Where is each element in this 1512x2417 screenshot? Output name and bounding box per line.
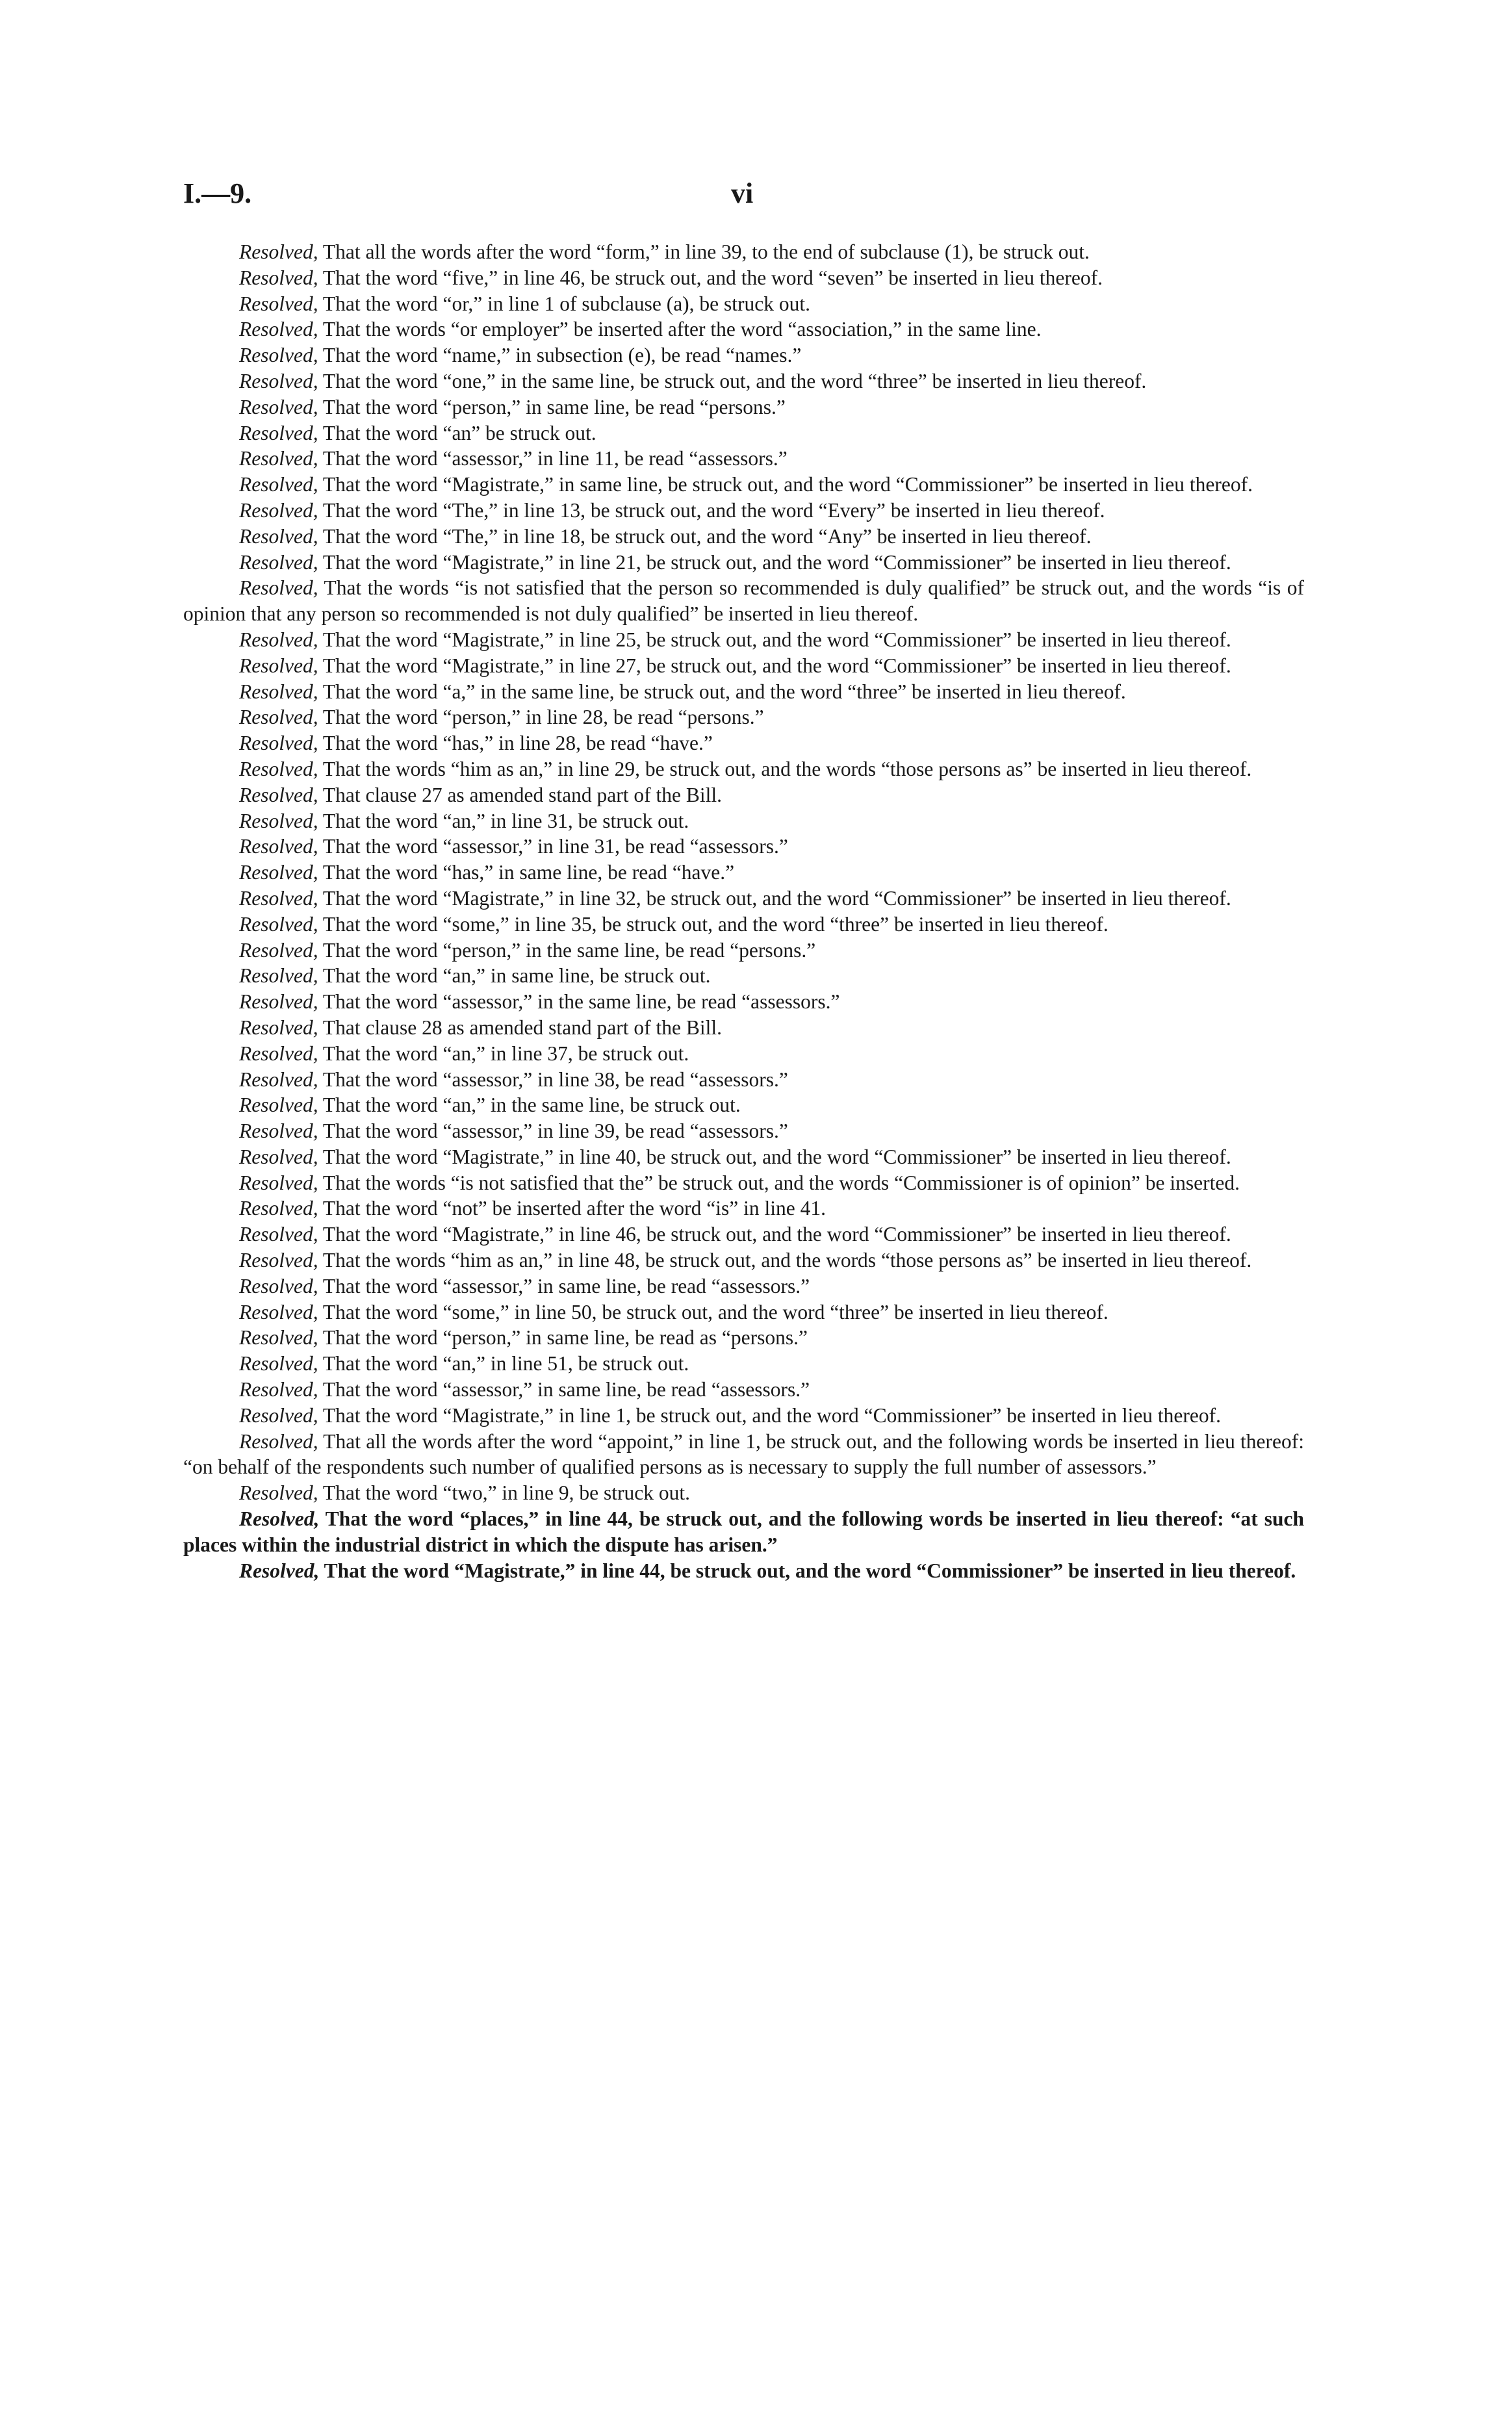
resolution-text: That the word “has,” in same line, be read “have.”	[322, 861, 735, 884]
resolution-paragraph	[183, 679, 1304, 705]
resolution-paragraph	[183, 989, 1304, 1015]
resolution-paragraph	[183, 420, 1304, 446]
resolution-text: That the word “person,” in the same line, be read “persons.”	[322, 938, 816, 962]
resolved-keyword: Resolved,	[239, 1042, 318, 1065]
resolution-text: That all the words after the word “form,” in line 39, to the end of subclause (1), be struck out.	[322, 240, 1090, 263]
resolution-paragraph	[183, 782, 1304, 808]
resolution-text: That the word “person,” in same line, be read as “persons.”	[322, 1326, 808, 1349]
resolution-paragraph	[183, 912, 1304, 938]
resolved-keyword: Resolved,	[239, 524, 318, 548]
resolved-keyword: Resolved,	[239, 861, 318, 884]
resolved-keyword: Resolved,	[239, 1171, 318, 1194]
resolved-keyword: Resolved,	[239, 732, 318, 755]
resolved-keyword: Resolved,	[239, 990, 318, 1014]
resolved-keyword: Resolved,	[239, 938, 318, 962]
resolution-text: That the word “person,” in same line, be read “persons.”	[322, 395, 786, 418]
resolution-paragraph	[183, 1558, 1304, 1584]
resolution-paragraph	[183, 834, 1304, 860]
resolved-keyword: Resolved,	[239, 654, 318, 677]
resolved-keyword: Resolved,	[239, 706, 318, 729]
page-number: vi	[731, 177, 754, 209]
resolution-paragraph	[183, 342, 1304, 368]
resolution-paragraph	[183, 653, 1304, 679]
resolved-keyword: Resolved,	[239, 395, 318, 418]
resolved-keyword: Resolved,	[239, 292, 318, 315]
resolved-keyword: Resolved,	[239, 473, 318, 496]
resolution-paragraph	[183, 730, 1304, 756]
resolved-keyword: Resolved,	[239, 1403, 318, 1427]
resolution-paragraph	[183, 1429, 1304, 1481]
resolution-paragraph	[183, 756, 1304, 782]
resolved-keyword: Resolved,	[239, 783, 318, 806]
resolution-text: That the word “Magistrate,” in line 40, be struck out, and the word “Commissioner” be inserted in lieu thereof.	[322, 1145, 1231, 1168]
resolution-text: That the word “name,” in subsection (e), be read “names.”	[322, 344, 802, 367]
resolution-text: That the word “person,” in line 28, be read “persons.”	[322, 706, 764, 729]
resolution-paragraph	[183, 1247, 1304, 1273]
resolution-paragraph	[183, 524, 1304, 550]
resolutions-list	[183, 239, 1304, 1583]
resolved-keyword: Resolved,	[239, 1326, 318, 1349]
resolved-keyword: Resolved,	[239, 835, 318, 858]
resolution-text: That the word “Magistrate,” in line 25, be struck out, and the word “Commissioner” be inserted in lieu thereof.	[322, 628, 1231, 651]
resolution-paragraph	[183, 886, 1304, 912]
resolution-text: That the word “not” be inserted after the word “is” in line 41.	[322, 1197, 826, 1220]
resolution-text: That the word “Magistrate,” in line 21, be struck out, and the word “Commissioner” be inserted in lieu thereof.	[322, 550, 1231, 574]
resolution-text: That the words “him as an,” in line 48, be struck out, and the words “those persons as” be inserted in lieu thereof.	[322, 1249, 1252, 1272]
resolution-paragraph	[183, 704, 1304, 730]
resolution-paragraph	[183, 1067, 1304, 1093]
resolution-paragraph	[183, 1041, 1304, 1067]
resolution-text: That the word “assessor,” in line 39, be read “assessors.”	[322, 1119, 788, 1143]
resolved-keyword: Resolved,	[239, 240, 318, 263]
resolution-text: That the word “assessor,” in line 31, be read “assessors.”	[322, 835, 788, 858]
resolution-text: That the word “a,” in the same line, be struck out, and the word “three” be inserted in lieu thereof.	[322, 680, 1126, 703]
resolved-keyword: Resolved,	[239, 680, 318, 703]
resolution-text: That the word “an,” in line 37, be struck out.	[322, 1042, 689, 1065]
resolution-paragraph	[183, 1092, 1304, 1118]
resolution-paragraph	[183, 860, 1304, 886]
resolved-keyword: Resolved,	[239, 1016, 318, 1039]
resolved-keyword: Resolved,	[239, 809, 318, 832]
resolved-keyword: Resolved,	[239, 1481, 318, 1505]
resolution-paragraph	[183, 1273, 1304, 1299]
resolution-text: That the words “is not satisfied that the” be struck out, and the words “Commissioner is of opinion” be inserted.	[322, 1171, 1240, 1194]
resolution-paragraph	[183, 1480, 1304, 1506]
resolution-text: That the word “Magistrate,” in line 46, be struck out, and the word “Commissioner” be inserted in lieu thereof.	[322, 1223, 1231, 1246]
resolved-keyword: Resolved,	[239, 1197, 318, 1220]
resolution-paragraph	[183, 1221, 1304, 1247]
resolution-paragraph	[183, 1325, 1304, 1351]
resolution-paragraph	[183, 1299, 1304, 1325]
resolution-text: That the word “an,” in line 51, be struck out.	[322, 1352, 689, 1375]
resolution-text: That the word “five,” in line 46, be struck out, and the word “seven” be inserted in lieu thereof.	[322, 266, 1103, 289]
resolution-paragraph	[183, 550, 1304, 576]
resolution-text: That the word “two,” in line 9, be struck out.	[322, 1481, 690, 1505]
resolution-text: That the word “an” be struck out.	[322, 421, 596, 444]
resolution-paragraph	[183, 1196, 1304, 1221]
resolution-paragraph	[183, 316, 1304, 342]
resolved-keyword: Resolved,	[239, 318, 318, 341]
resolution-paragraph	[183, 1144, 1304, 1170]
resolved-keyword: Resolved,	[239, 369, 318, 392]
resolution-paragraph	[183, 627, 1304, 653]
resolved-keyword: Resolved,	[239, 498, 318, 522]
resolved-keyword: Resolved,	[239, 1507, 320, 1531]
resolution-text: That the word “one,” in the same line, be struck out, and the word “three” be inserted in lieu thereof.	[322, 369, 1147, 392]
resolved-keyword: Resolved,	[239, 757, 318, 780]
resolution-text: That clause 28 as amended stand part of the Bill.	[322, 1016, 722, 1039]
resolution-text: That the word “places,” in line 44, be struck out, and the following words be inserted in lieu thereof: “at such places within the industrial district in which the dispute has arisen.”	[183, 1507, 1304, 1556]
resolution-text: That the word “The,” in line 18, be struck out, and the word “Any” be inserted in lieu thereof.	[322, 524, 1092, 548]
resolution-paragraph	[183, 291, 1304, 317]
resolved-keyword: Resolved,	[239, 1119, 318, 1143]
resolution-text: That the word “Magistrate,” in same line, be struck out, and the word “Commissioner” be inserted in lieu thereof.	[322, 473, 1253, 496]
resolved-keyword: Resolved,	[239, 1274, 318, 1298]
resolved-keyword: Resolved,	[239, 1145, 318, 1168]
resolution-text: That the words “him as an,” in line 29, be struck out, and the words “those persons as” be inserted in lieu thereof.	[322, 757, 1252, 780]
resolved-keyword: Resolved,	[239, 344, 318, 367]
resolution-paragraph	[183, 1015, 1304, 1041]
resolution-text: That the word “some,” in line 50, be struck out, and the word “three” be inserted in lieu thereof.	[322, 1300, 1108, 1324]
resolution-text: That the word “assessor,” in same line, be read “assessors.”	[322, 1378, 810, 1401]
resolution-text: That the word “some,” in line 35, be struck out, and the word “three” be inserted in lieu thereof.	[322, 912, 1108, 936]
resolution-paragraph	[183, 1377, 1304, 1403]
resolution-text: That the word “Magistrate,” in line 32, be struck out, and the word “Commissioner” be inserted in lieu thereof.	[322, 886, 1231, 910]
resolved-keyword: Resolved,	[239, 421, 318, 444]
resolution-text: That the word “or,” in line 1 of subclause (a), be struck out.	[322, 292, 811, 315]
resolution-text: That clause 27 as amended stand part of the Bill.	[322, 783, 722, 806]
resolved-keyword: Resolved,	[239, 1223, 318, 1246]
resolution-paragraph	[183, 1170, 1304, 1196]
resolved-keyword: Resolved,	[239, 628, 318, 651]
resolved-keyword: Resolved,	[239, 1559, 320, 1582]
resolved-keyword: Resolved,	[239, 1068, 318, 1091]
resolution-paragraph	[183, 938, 1304, 964]
resolved-keyword: Resolved,	[239, 964, 318, 988]
resolution-text: That the word “The,” in line 13, be struck out, and the word “Every” be inserted in lieu thereof.	[322, 498, 1105, 522]
resolution-text: That the word “Magistrate,” in line 44, be struck out, and the word “Commissioner” be inserted in lieu thereof.	[324, 1559, 1296, 1582]
resolved-keyword: Resolved,	[239, 1300, 318, 1324]
resolution-text: That the word “has,” in line 28, be read “have.”	[322, 732, 713, 755]
resolved-keyword: Resolved,	[239, 1093, 318, 1117]
resolution-text: That the word “an,” in the same line, be struck out.	[322, 1093, 741, 1117]
resolved-keyword: Resolved,	[239, 912, 318, 936]
resolution-text: That the word “assessor,” in line 38, be read “assessors.”	[322, 1068, 788, 1091]
resolved-keyword: Resolved,	[239, 266, 318, 289]
resolution-paragraph	[183, 368, 1304, 394]
resolution-paragraph	[183, 1506, 1304, 1558]
resolved-keyword: Resolved,	[239, 1352, 318, 1375]
resolution-paragraph	[183, 498, 1304, 524]
resolution-paragraph	[183, 394, 1304, 420]
resolution-text: That the word “assessor,” in same line, be read “assessors.”	[322, 1274, 810, 1298]
resolved-keyword: Resolved,	[239, 550, 318, 574]
resolution-text: That the word “Magistrate,” in line 27, be struck out, and the word “Commissioner” be inserted in lieu thereof.	[322, 654, 1231, 677]
resolution-text: That the word “assessor,” in the same line, be read “assessors.”	[322, 990, 840, 1014]
resolution-paragraph	[183, 239, 1304, 265]
resolution-text: That the word “an,” in line 31, be struck out.	[322, 809, 689, 832]
page-header	[183, 177, 1314, 216]
resolution-text: That all the words after the word “appoint,” in line 1, be struck out, and the following words be inserted in lieu thereof: “on behalf of the respondents such number of qualified persons as is necessary to supply the full number of assessors.”	[183, 1429, 1304, 1479]
resolved-keyword: Resolved,	[239, 1249, 318, 1272]
resolution-paragraph	[183, 1118, 1304, 1144]
resolution-paragraph	[183, 472, 1304, 498]
resolution-paragraph	[183, 265, 1304, 291]
resolution-paragraph	[183, 808, 1304, 834]
resolution-paragraph	[183, 963, 1304, 989]
resolved-keyword: Resolved,	[239, 1378, 318, 1401]
resolved-keyword: Resolved,	[239, 1429, 318, 1453]
resolved-keyword: Resolved,	[239, 576, 318, 600]
paper-reference: I.—9.	[183, 177, 252, 209]
resolved-keyword: Resolved,	[239, 886, 318, 910]
resolution-text: That the word “assessor,” in line 11, be read “assessors.”	[322, 447, 788, 470]
resolution-paragraph	[183, 1403, 1304, 1429]
resolution-text: That the word “an,” in same line, be struck out.	[322, 964, 711, 988]
resolution-paragraph	[183, 446, 1304, 472]
resolution-paragraph	[183, 1351, 1304, 1377]
resolution-text: That the words “is not satisfied that the person so recommended is duly qualified” be struck out, and the words “is of opinion that any person so recommended is not duly qualified” be inserted in lieu thereof.	[183, 576, 1304, 626]
resolution-text: That the words “or employer” be inserted after the word “association,” in the same line.	[322, 318, 1042, 341]
resolution-paragraph	[183, 575, 1304, 627]
resolved-keyword: Resolved,	[239, 447, 318, 470]
resolution-text: That the word “Magistrate,” in line 1, be struck out, and the word “Commissioner” be inserted in lieu thereof.	[322, 1403, 1221, 1427]
